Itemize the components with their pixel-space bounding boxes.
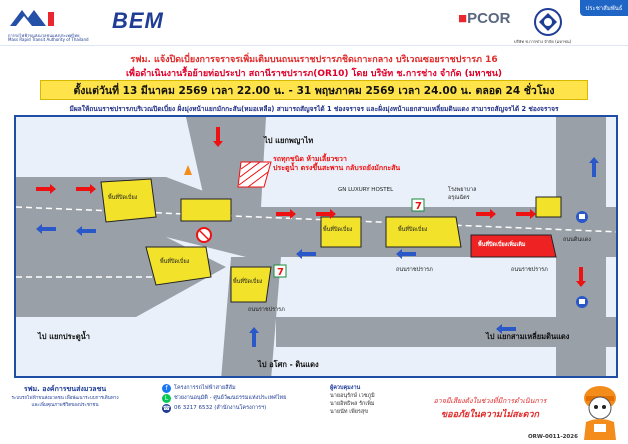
- phone-icon: ☎: [162, 405, 171, 412]
- date-banner: ตั้งแต่วันที่ 13 มีนาคม 2569 เวลา 22.00 น. - 31 พฤษภาคม 2569 เวลา 24.00 น. ตลอด 24 ชั่วโมง: [40, 80, 588, 100]
- org-title: รฟม. องค์การขนส่งมวลชน: [23, 385, 107, 393]
- org-line2: และเพิ่มคุณภาพชีวิตของประชาชน: [31, 403, 99, 408]
- mrta-mark-icon: [8, 6, 56, 30]
- footer: [0, 378, 628, 444]
- contact-1: นายอนุรักษ์ เวชภูมิ: [330, 393, 375, 399]
- no-right-turn-sign-icon: [197, 228, 211, 242]
- bus-stop-icon: [576, 211, 588, 223]
- noise-notice: อาจมีเสียงดังในช่วงที่มีการดำเนินการ: [433, 397, 547, 405]
- warning-no-right-turn: รถทุกชนิด ห้ามเลี้ยวขวา ประตูน้ำ ตรงขึ้นสะพาน กลับรถยังมักกะสัน: [273, 155, 401, 172]
- contact-2: นายอิทธิพล รักเพิ่ม: [330, 401, 375, 407]
- facebook-row[interactable]: f โครงการรถไฟฟ้าสายสีส้ม: [162, 384, 286, 394]
- work-area-label-1: พื้นที่ปิดเบี่ยง: [108, 195, 138, 201]
- pcor-logo: ■PCOR: [458, 10, 511, 27]
- worker-mascot-icon: [574, 380, 626, 440]
- svg-text:7: 7: [277, 267, 284, 278]
- supervisor-contacts: [330, 384, 375, 416]
- apology-text: ขออภัยในความไม่สะดวก: [441, 410, 539, 420]
- svg-text:7: 7: [415, 201, 422, 212]
- org-info: [6, 384, 124, 409]
- direction-phayathai: ไป แยกพญาไท: [264, 136, 314, 145]
- street-label-left: ถนนราชปรารภ: [396, 267, 433, 273]
- document-code: ORW-0011-2026: [528, 434, 578, 440]
- seven-eleven-icon-2: [274, 265, 286, 278]
- work-area-label-active: พื้นที่ปิดเบี่ยงเพิ่มเติม: [478, 242, 526, 248]
- work-area-7: [181, 199, 231, 221]
- header: [0, 0, 628, 46]
- contact-head: ผู้ควบคุมงาน: [330, 385, 361, 391]
- headline-line2: เพื่อดำเนินงานรื้อย้ายท่อประปา สถานีราชปรารภ(OR10) โดย บริษัท ช.การช่าง จำกัด (มหาชน): [125, 69, 503, 79]
- contractor-logo-icon: [524, 6, 572, 40]
- street-label-bottom: ถนนราชปรารภ: [248, 307, 285, 313]
- org-line1: ระบบรถไฟฟ้าขนส่งมวลชน เพื่อพัฒนาระบบการเดินทาง: [11, 396, 119, 401]
- street-label-dindaeng: ถนนดินแดง: [563, 237, 591, 243]
- mrta-name-en: Mass Rapid Transit Authority of Thailand: [8, 37, 89, 42]
- direction-asok: ไป อโศก - ดินแดง: [258, 360, 319, 369]
- contractor-name: บริษัท ช.การช่าง จำกัด (มหาชน): [514, 39, 572, 44]
- headline-line1: รฟม. แจ้งปิดเบี่ยงการจราจรเพิ่มเติมบนถนนราชปรารภชิดเกาะกลาง บริเวณซอยราชปรารภ 16: [130, 55, 498, 65]
- work-area-label-4: พื้นที่ปิดเบี่ยง: [323, 227, 353, 233]
- seven-eleven-icon: [412, 199, 424, 212]
- building-hostel: GN LUXURY HOSTEL: [338, 187, 394, 193]
- bus-stop-icon-2: [576, 296, 588, 308]
- building-hospital: โรงพยาบาล: [448, 187, 477, 193]
- work-area-6: [536, 197, 561, 217]
- work-area-label-3: พื้นที่ปิดเบี่ยง: [233, 279, 263, 285]
- contact-channels: [162, 384, 286, 414]
- work-area-label-2: พื้นที่ปิดเบี่ยง: [160, 259, 190, 265]
- traffic-impact-note: มีผลให้ถนนราชปรารภบริเวณปิดเบี่ยง ฝั่งมุ่งหน้าแยกมักกะสัน(หมอเหลือ) สามารถสัญจรได้ 1 ช่องจราจร และฝั่งมุ่งหน้าแยกสามเหลี่ยมดินแดง สามารถสัญจรได้ 2 ช่องจราจร: [69, 105, 559, 113]
- line-row[interactable]: L ช่วยงานอนุมัติ - ศูนย์วัฒนธรรมแห่งประเทศไทย: [162, 394, 286, 404]
- mrta-name-th: การรถไฟฟ้าขนส่งมวลชนแห่งประเทศไทย: [8, 33, 80, 38]
- line-icon: L: [162, 394, 171, 403]
- building-shop: อรุณฉัตร: [448, 195, 470, 201]
- contact-3: นายนัท เพียรสุข: [330, 409, 369, 415]
- phone-row[interactable]: ☎ 06 3217 6532 (สำนักงานโครงการฯ): [162, 405, 267, 412]
- work-area-label-5: พื้นที่ปิดเบี่ยง: [398, 227, 428, 233]
- direction-pratunam: ไป แยกประตูน้ำ: [38, 332, 90, 341]
- pr-tab: ประชาสัมพันธ์: [580, 0, 628, 16]
- facebook-icon: f: [162, 384, 171, 393]
- street-label-right: ถนนราชปรารภ: [511, 267, 548, 273]
- bem-logo: BEM: [112, 8, 164, 33]
- traffic-map: [14, 115, 618, 378]
- apology-message: [410, 396, 570, 421]
- mrta-logo: [8, 6, 110, 40]
- direction-dindaeng: ไป แยกสามเหลี่ยมดินแดง: [486, 332, 570, 341]
